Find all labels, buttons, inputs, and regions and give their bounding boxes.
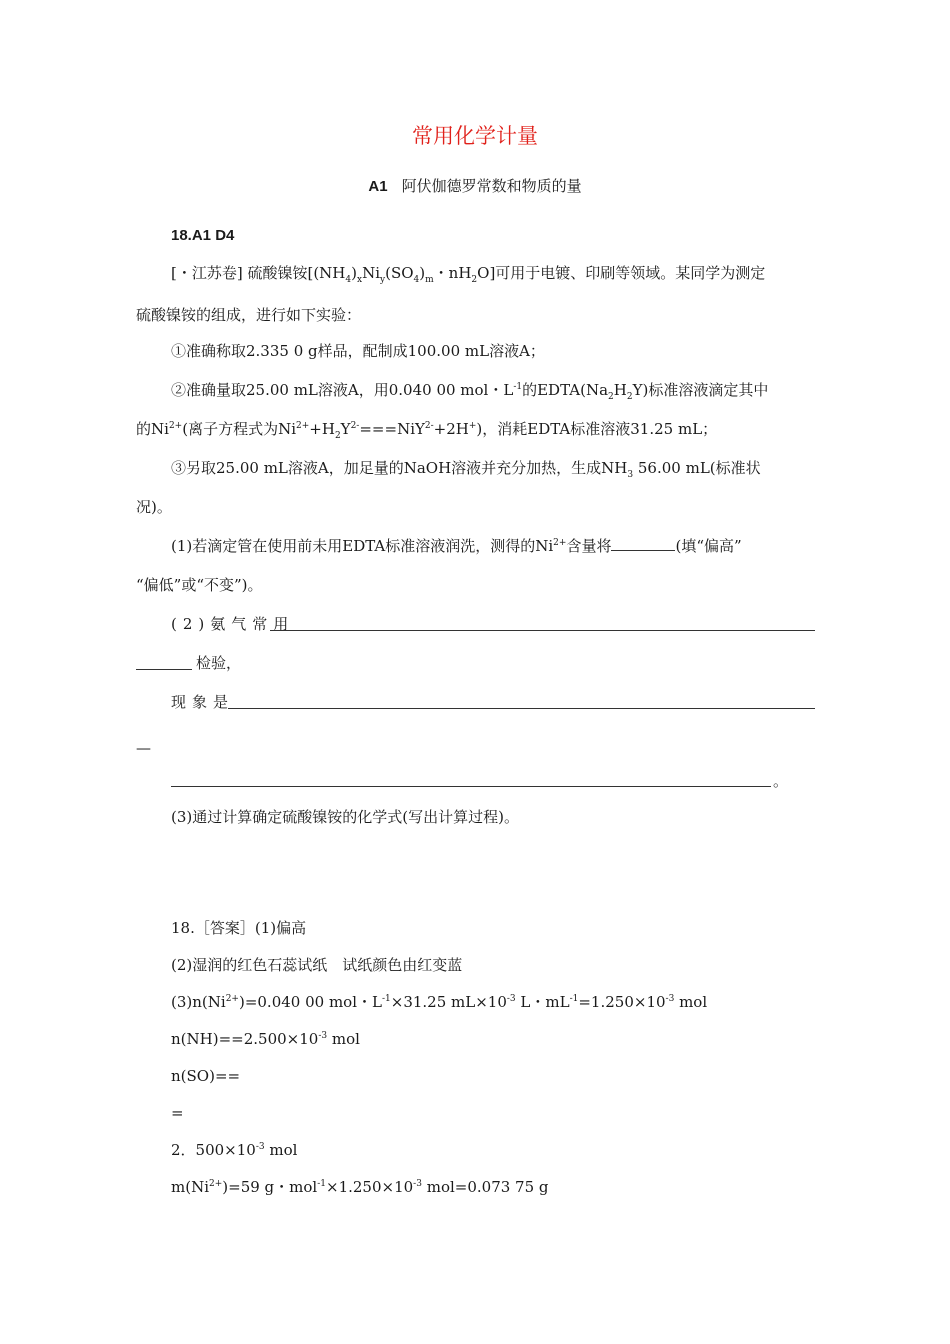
section-name: 阿伏伽德罗常数和物质的量 [401, 177, 582, 195]
question-header: 18.A1 D4 [171, 227, 235, 244]
intro-text-a: [・江苏卷] 硫酸镍铵[(NH [171, 264, 346, 282]
answer-line-3: $(3)n(Ni^{2+})=0.040$ 00 mol・$L^{-1}\times 31.25$ $mL\times 10^{-3}$ L・$mL^{-1}=1.250\times 10^{-3}$ mol [171, 993, 708, 1011]
answer-blank-2c[interactable] [228, 708, 815, 709]
answer-blank-1[interactable] [611, 536, 675, 551]
answer-blank-2a[interactable] [270, 630, 815, 631]
sub-question-1-line-2: “偏低”或“不变”)。 [136, 576, 263, 594]
step-2-text-b: 的Ni [136, 420, 169, 438]
answer-line-5: n(SO)== [171, 1067, 241, 1085]
sub-question-1-line-1: (1)若滴定管在使用前未用EDTA标准溶液润洗，测得的$Ni^{2+}$含量将 (填“偏高” [171, 537, 742, 555]
step-1: ①准确称取2.335 0 g样品，配制成100.00 mL溶液A； [171, 342, 545, 360]
sub-question-2-check: 检验， [196, 654, 242, 672]
answer-line-8-text: m(Ni [171, 1178, 209, 1196]
answer-line-7: 2．$500\times 10^{-3}$ mol [171, 1141, 298, 1159]
answer-line-4: $n(NH)==2.500\times 10^{-3}$ mol [171, 1030, 360, 1048]
step-3-line-2: 况)。 [136, 498, 172, 516]
sub-question-3: (3)通过计算确定硫酸镍铵的化学式(写出计算过程)。 [171, 808, 519, 826]
step-2-line-2: 的$Ni^{2+}$(离子方程式为$Ni^{2+}+H_2Y^{2-}===NiY^{2-}+2H^+$)，消耗EDTA标准溶液31.25 mL； [136, 420, 718, 441]
step-2-line-1: ②准确量取25.00 mL溶液A，用0.040 00 mol・$L^{-1}$的$EDTA(Na_2H_2Y)$标准溶液滴定其中 [171, 381, 769, 402]
answer-line-1: 18.［答案］(1)偏高 [171, 919, 307, 937]
answer-line-6: = [171, 1104, 184, 1122]
question-intro-line-2: 硫酸镍铵的组成，进行如下实验： [136, 306, 362, 324]
step-3-text-a: ③另取25.00 mL溶液A，加足量的NaOH溶液并充分加热，生成NH [171, 459, 628, 477]
answer-line-2: (2)湿润的红色石蕊试纸 试纸颜色由红变蓝 [171, 956, 463, 974]
section-code: A1 [368, 178, 388, 195]
period-mark: 。 [773, 772, 789, 790]
page-title: 常用化学计量 [412, 124, 538, 148]
step-3-line-1: ③另取25.00 mL溶液A，加足量的NaOH溶液并充分加热，生成$NH_3$ 56.00 mL(标准状 [171, 459, 761, 480]
sub-question-2-phenomenon-label: 现象是 [171, 693, 235, 711]
question-intro-line-1: [・江苏卷] 硫酸镍铵[$(NH_4)_xNi_y(SO_4)_m$・$nH_2O$]可用于电镀、印刷等领域。某同学为测定 [171, 264, 766, 285]
step-2-text-a: ②准确量取25.00 mL溶液A，用0.040 00 mol・L [171, 381, 514, 399]
q1-text-a: (1)若滴定管在使用前未用EDTA标准溶液润洗，测得的Ni [171, 537, 554, 555]
answer-blank-2b[interactable] [136, 669, 192, 670]
answer-blank-2d[interactable] [171, 786, 771, 787]
section-heading [0, 176, 950, 197]
answer-line-4-text: n(NH)==2.500×10 [171, 1030, 319, 1048]
dash-mark: — [136, 739, 151, 757]
answer-line-3-text: (3)n(Ni [171, 993, 226, 1011]
sub-question-2-label: (2)氨气常用 [171, 615, 295, 633]
answer-line-8: $m(Ni^{2+})=59$ g・$mol^{-1}\times 1.250\times 10^{-3}$ mol=0.073 75 g [171, 1178, 549, 1196]
answer-line-7-text: 2．500×10 [171, 1141, 256, 1159]
